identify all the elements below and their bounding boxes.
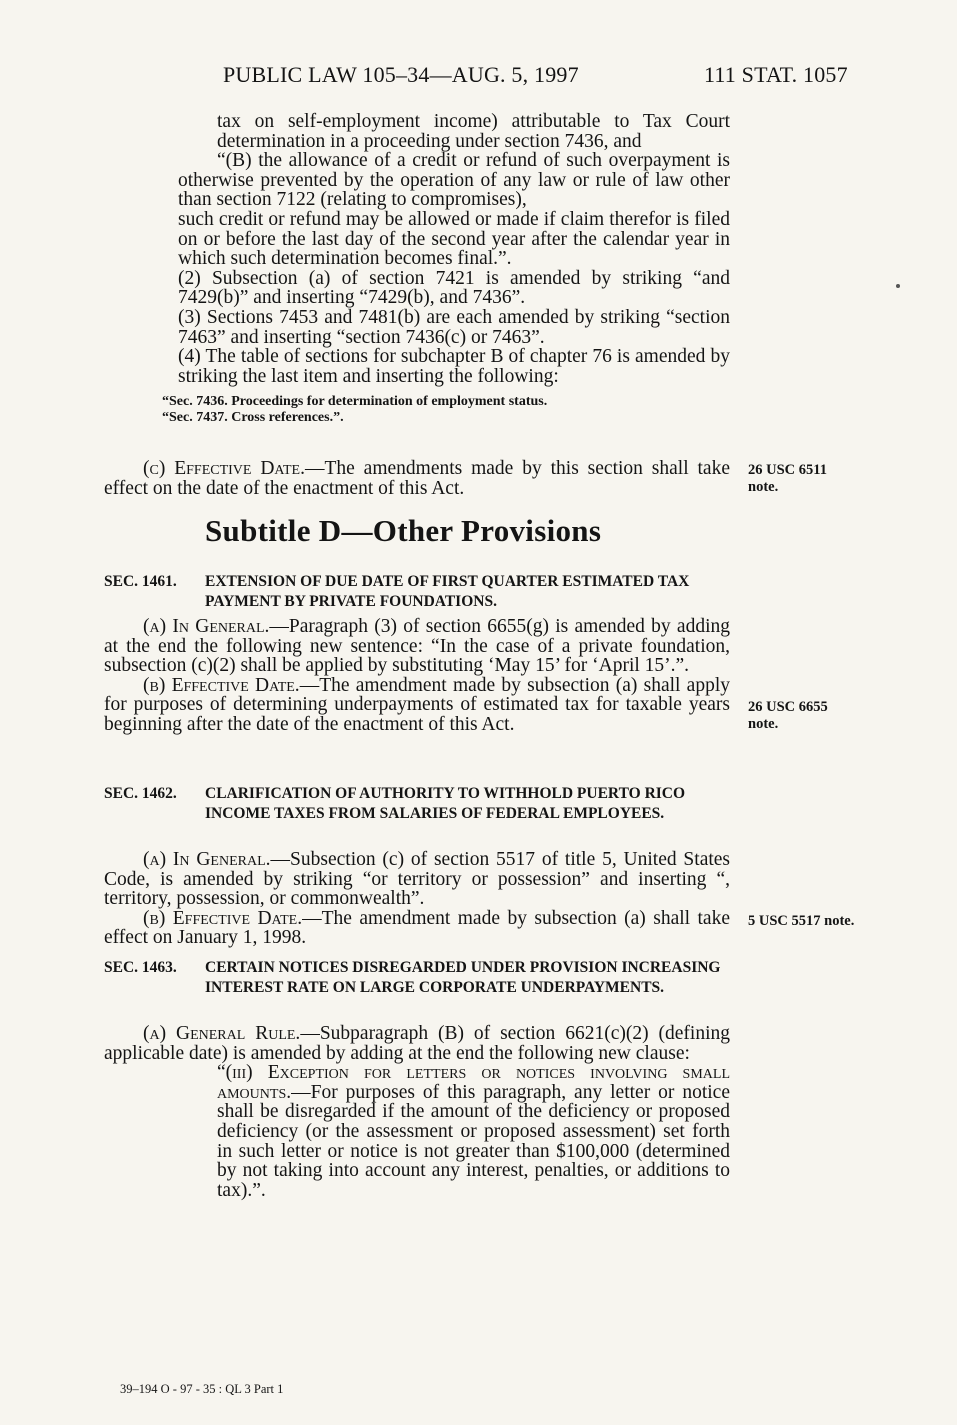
margin-note-line: note. <box>748 479 779 495</box>
paragraph: (2) Subsection (a) of section 7421 is amended by striking “and 7429(b)” and inserting “7429(b), and 7436”. <box>178 267 730 309</box>
paragraph: tax on self-employment income) attributable to Tax Court determination in a proceeding under section 7436, and <box>217 111 730 152</box>
section-title: CERTAIN NOTICES DISREGARDED UNDER PROVISION INCREASING INTEREST RATE ON LARGE CORPORATE UNDERPAYMENTS. <box>205 959 721 996</box>
effective-date-c <box>104 459 730 498</box>
paragraph: (3) Sections 7453 and 7481(b) are each amended by striking “section 7463” and inserting “section 7436(c) or 7463”. <box>178 306 730 348</box>
subsection-heading: (c) Effective Date. <box>143 458 305 479</box>
paragraph: (4) The table of sections for subchapter B of chapter 76 is amended by striking the last item and inserting the following: <box>178 346 730 387</box>
margin-note-line: 5 USC 5517 note. <box>748 913 855 929</box>
scan-speck <box>896 284 900 288</box>
subsection-body: —The amendment made by subsection (a) shall take effect on January 1, 1998. <box>104 907 730 949</box>
section-heading-1462 <box>104 784 730 823</box>
section-number: SEC. 1463. <box>104 959 177 976</box>
margin-note-line: note. <box>748 716 779 732</box>
subtitle-heading: Subtitle D—Other Provisions <box>205 513 602 548</box>
table-entry: “Sec. 7437. Cross references.”. <box>162 410 344 426</box>
section-number: SEC. 1462. <box>104 785 177 802</box>
section-heading-1461 <box>104 572 730 611</box>
margin-note <box>748 699 828 733</box>
subsection-body: —Paragraph (3) of section 6655(g) is amended by adding at the end the following new sentence: “In the case of a private foundation, subsection (c)(2) shall be applied by substituting ‘May 15’ for ‘April 15’.”. <box>104 616 730 677</box>
section-1463-body <box>104 1024 730 1200</box>
subsection-heading: (b) Effective Date. <box>143 674 300 696</box>
section-title: EXTENSION OF DUE DATE OF FIRST QUARTER ESTIMATED TAX PAYMENT BY PRIVATE FOUNDATIONS. <box>205 573 690 610</box>
subsection-body: —The amendments made by this section shall take effect on the date of the enactment of this Act. <box>104 458 730 499</box>
subsection-heading: (a) General Rule. <box>143 1023 301 1044</box>
margin-note <box>748 913 854 930</box>
subsection-heading: (a) In General. <box>143 616 270 637</box>
table-of-sections <box>162 394 730 426</box>
continuation-block <box>104 112 730 426</box>
subsection-heading: (b) Effective Date. <box>143 907 303 929</box>
header-stat-page: 111 STAT. 1057 <box>704 62 848 87</box>
subsection-body: —Subsection (c) of section 5517 of title 5, United States Code, is amended by striking “or territory or possession” and inserting “, territory, possession, or commonwealth”. <box>104 849 731 910</box>
margin-note <box>748 462 827 496</box>
section-title: CLARIFICATION OF AUTHORITY TO WITHHOLD PUERTO RICO INCOME TAXES FROM SALARIES OF FEDERAL EMPLOYEES. <box>205 785 686 822</box>
section-1461-body <box>104 617 730 735</box>
clause-body: —For purposes of this paragraph, any letter or notice shall be disregarded if the amount of the deficiency or proposed deficiency (or the assessment or proposed assessment) set forth in such letter or notice is not greater than $100,000 (determined by not taking into account any interest, penalties, or additions to tax).”. <box>217 1081 730 1201</box>
section-1462-body <box>104 850 730 948</box>
subsection-body: —Subparagraph (B) of section 6621(c)(2) (defining applicable date) is amended by adding at the end the following new clause: <box>104 1023 730 1064</box>
subsection-heading: (a) In General. <box>143 849 271 870</box>
paragraph: such credit or refund may be allowed or made if claim therefor is filed on or before the last day of the second year after the calendar year in which such determination becomes final.”. <box>178 208 730 270</box>
clause-heading: “(iii) Exception for letters or notices involving small amounts. <box>217 1062 730 1103</box>
margin-note-line: 26 USC 6655 <box>748 699 828 715</box>
header-public-law: PUBLIC LAW 105–34—AUG. 5, 1997 <box>223 62 579 87</box>
paragraph: “(B) the allowance of a credit or refund of such overpayment is otherwise prevented by the operation of any law or rule of law other than section 7122 (relating to compromises), <box>178 150 730 211</box>
margin-note-line: 26 USC 6511 <box>748 462 827 478</box>
section-heading-1463 <box>104 958 730 997</box>
subsection-body: —The amendment made by subsection (a) shall apply for purposes of determining underpayments of estimated tax for taxable years beginning after the date of the enactment of this Act. <box>104 674 730 735</box>
section-number: SEC. 1461. <box>104 573 177 590</box>
table-entry: “Sec. 7436. Proceedings for determination of employment status. <box>162 394 548 410</box>
print-code-footer: 39–194 O - 97 - 35 : QL 3 Part 1 <box>120 1382 284 1396</box>
